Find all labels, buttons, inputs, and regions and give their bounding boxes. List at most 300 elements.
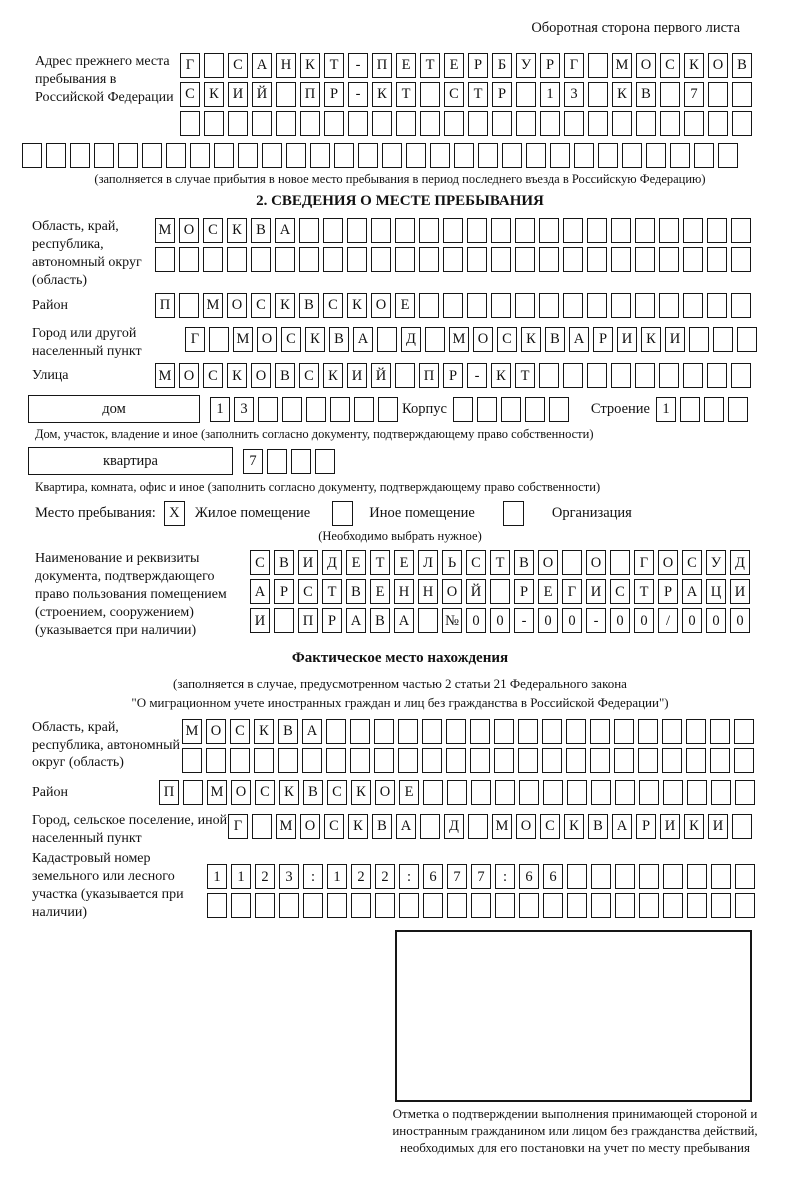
char-cell: И — [708, 814, 728, 839]
char-cell: : — [495, 864, 515, 889]
char-cell — [567, 780, 587, 805]
char-cell: К — [521, 327, 541, 352]
char-cell: Н — [394, 579, 414, 604]
char-cell — [491, 218, 511, 243]
char-cell: Е — [394, 550, 414, 575]
char-cell — [286, 143, 306, 168]
char-cell: С — [497, 327, 517, 352]
char-cell: Р — [274, 579, 294, 604]
char-cell: 0 — [466, 608, 486, 633]
char-cell: О — [538, 550, 558, 575]
char-cell — [525, 397, 545, 422]
char-cell — [614, 748, 634, 773]
char-cell — [443, 218, 463, 243]
char-cell — [447, 780, 467, 805]
char-cell — [354, 397, 374, 422]
char-cell — [563, 218, 583, 243]
char-cell — [663, 780, 683, 805]
char-cell — [660, 111, 680, 136]
char-cell: О — [636, 53, 656, 78]
char-cell: В — [275, 363, 295, 388]
char-cell — [540, 111, 560, 136]
char-cell: У — [516, 53, 536, 78]
kvartira-box: квартира — [28, 447, 233, 475]
char-cell — [118, 143, 138, 168]
char-cell — [659, 363, 679, 388]
char-cell: Г — [634, 550, 654, 575]
char-cell — [684, 111, 704, 136]
char-cell: В — [274, 550, 294, 575]
char-cell — [707, 363, 727, 388]
char-cell — [323, 247, 343, 272]
char-cell — [334, 143, 354, 168]
char-cell: А — [612, 814, 632, 839]
char-cell: Й — [252, 82, 272, 107]
char-cell: К — [491, 363, 511, 388]
char-cell: С — [203, 363, 223, 388]
char-cell: К — [227, 218, 247, 243]
char-cell — [302, 748, 322, 773]
char-cell — [203, 247, 223, 272]
char-cell — [659, 293, 679, 318]
char-cell: 7 — [243, 449, 263, 474]
char-cell — [267, 449, 287, 474]
char-cell: Р — [468, 53, 488, 78]
char-cell — [70, 143, 90, 168]
char-cell: И — [660, 814, 680, 839]
char-cell — [179, 247, 199, 272]
char-cell — [590, 748, 610, 773]
char-cell — [635, 363, 655, 388]
char-cell — [204, 111, 224, 136]
char-cell — [708, 111, 728, 136]
char-cell — [659, 247, 679, 272]
char-cell — [663, 893, 683, 918]
char-cell — [299, 218, 319, 243]
char-cell — [615, 864, 635, 889]
char-cell — [683, 218, 703, 243]
char-cell: К — [684, 53, 704, 78]
char-cell — [447, 893, 467, 918]
char-cell — [423, 780, 443, 805]
char-cell: 3 — [279, 864, 299, 889]
mesto-note: (Необходимо выбрать нужное) — [318, 529, 482, 544]
s2-gorod-label: Город или другой населенный пункт — [32, 325, 142, 359]
char-cell — [418, 608, 438, 633]
char-cell — [446, 719, 466, 744]
char-cell — [420, 814, 440, 839]
char-cell — [444, 111, 464, 136]
char-cell: Г — [564, 53, 584, 78]
document-block — [0, 550, 800, 640]
char-cell: К — [347, 293, 367, 318]
char-cell — [732, 814, 752, 839]
fact-subtitle-1: (заполняется в случае, предусмотренном частью 2 статьи 21 Федерального закона — [173, 675, 627, 691]
char-cell: Д — [444, 814, 464, 839]
char-cell — [396, 111, 416, 136]
char-cell — [683, 363, 703, 388]
char-cell: - — [514, 608, 534, 633]
char-cell — [539, 293, 559, 318]
char-cell: Т — [396, 82, 416, 107]
char-cell: К — [641, 327, 661, 352]
s2-oblast-row-2 — [155, 247, 755, 272]
char-cell: И — [665, 327, 685, 352]
char-cell — [207, 893, 227, 918]
char-cell — [683, 293, 703, 318]
char-cell — [478, 143, 498, 168]
char-cell — [639, 864, 659, 889]
char-cell — [326, 748, 346, 773]
char-cell: О — [179, 363, 199, 388]
char-cell: К — [348, 814, 368, 839]
char-cell: М — [276, 814, 296, 839]
char-cell: К — [275, 293, 295, 318]
char-cell: Н — [276, 53, 296, 78]
char-cell: Е — [538, 579, 558, 604]
korpus-cells — [453, 397, 573, 422]
char-cell: - — [467, 363, 487, 388]
dom-caption: Дом, участок, владение и иное (заполнить согласно документу, подтверждающему право собственности) — [35, 427, 594, 442]
char-cell — [274, 608, 294, 633]
char-cell — [471, 893, 491, 918]
char-cell: 0 — [706, 608, 726, 633]
char-cell — [231, 893, 251, 918]
document-row-2 — [250, 579, 754, 604]
prev-address-row-2 — [180, 82, 756, 107]
char-cell: С — [203, 218, 223, 243]
char-cell: О — [708, 53, 728, 78]
char-cell — [258, 397, 278, 422]
fact-kadastr-row-1 — [207, 864, 759, 889]
char-cell: В — [278, 719, 298, 744]
char-cell — [707, 218, 727, 243]
fact-oblast-block — [0, 719, 800, 777]
char-cell — [491, 247, 511, 272]
char-cell — [155, 247, 175, 272]
char-cell: П — [419, 363, 439, 388]
char-cell — [275, 247, 295, 272]
char-cell: 0 — [682, 608, 702, 633]
char-cell — [214, 143, 234, 168]
page-header-note: Оборотная сторона первого листа — [531, 20, 740, 36]
char-cell: С — [180, 82, 200, 107]
char-cell — [422, 719, 442, 744]
char-cell: С — [228, 53, 248, 78]
char-cell: О — [658, 550, 678, 575]
char-cell — [515, 218, 535, 243]
fact-oblast-label: Область, край, республика, автономный округ (область) — [32, 719, 181, 771]
char-cell: В — [732, 53, 752, 78]
dom-box: дом — [28, 395, 200, 423]
s2-ulitsa-row — [155, 363, 755, 388]
char-cell: 1 — [207, 864, 227, 889]
char-cell — [687, 864, 707, 889]
char-cell — [636, 111, 656, 136]
char-cell: Ц — [706, 579, 726, 604]
dom-cells — [210, 397, 402, 422]
char-cell — [423, 893, 443, 918]
char-cell — [735, 893, 755, 918]
char-cell — [453, 397, 473, 422]
char-cell: Р — [593, 327, 613, 352]
char-cell — [635, 247, 655, 272]
char-cell: О — [442, 579, 462, 604]
char-cell: Т — [322, 579, 342, 604]
char-cell: С — [540, 814, 560, 839]
document-row-3 — [250, 608, 754, 633]
char-cell — [204, 53, 224, 78]
s2-ulitsa-label: Улица — [32, 368, 69, 384]
char-cell — [310, 143, 330, 168]
document-row-1 — [250, 550, 754, 575]
char-cell — [543, 893, 563, 918]
char-cell: 1 — [540, 82, 560, 107]
char-cell: Е — [370, 579, 390, 604]
char-cell: А — [250, 579, 270, 604]
char-cell: Р — [324, 82, 344, 107]
char-cell: В — [346, 579, 366, 604]
char-cell — [683, 247, 703, 272]
char-cell — [326, 719, 346, 744]
char-cell — [662, 748, 682, 773]
char-cell: 1 — [327, 864, 347, 889]
char-cell — [735, 864, 755, 889]
char-cell — [374, 748, 394, 773]
char-cell — [713, 327, 733, 352]
char-cell — [254, 748, 274, 773]
char-cell — [425, 327, 445, 352]
prev-address-caption: (заполняется в случае прибытия в новое место пребывания в период последнего въезда в Российскую Федерацию) — [94, 172, 706, 186]
char-cell: И — [586, 579, 606, 604]
char-cell — [615, 893, 635, 918]
char-cell: Л — [418, 550, 438, 575]
char-cell — [252, 814, 272, 839]
char-cell — [704, 397, 724, 422]
char-cell — [395, 218, 415, 243]
char-cell: С — [299, 363, 319, 388]
char-cell — [230, 748, 250, 773]
char-cell: 0 — [538, 608, 558, 633]
char-cell: 1 — [231, 864, 251, 889]
char-cell — [502, 143, 522, 168]
char-cell — [278, 748, 298, 773]
char-cell: К — [305, 327, 325, 352]
char-cell: Р — [492, 82, 512, 107]
s2-oblast-label: Область, край, республика, автономный округ (область) — [32, 219, 142, 288]
char-cell — [395, 363, 415, 388]
char-cell — [183, 780, 203, 805]
dom-line — [28, 395, 800, 423]
char-cell — [566, 748, 586, 773]
char-cell: 6 — [423, 864, 443, 889]
char-cell: А — [346, 608, 366, 633]
char-cell — [539, 218, 559, 243]
char-cell — [708, 82, 728, 107]
char-cell — [419, 218, 439, 243]
char-cell: / — [658, 608, 678, 633]
char-cell — [732, 82, 752, 107]
char-cell: М — [612, 53, 632, 78]
char-cell — [662, 719, 682, 744]
char-cell — [574, 143, 594, 168]
char-cell — [467, 218, 487, 243]
fact-raion-label: Район — [32, 784, 68, 800]
char-cell — [315, 449, 335, 474]
char-cell: С — [281, 327, 301, 352]
char-cell — [686, 748, 706, 773]
char-cell — [371, 247, 391, 272]
prev-address-row-3 — [180, 111, 756, 136]
korpus-label: Корпус — [402, 400, 447, 417]
char-cell: С — [298, 579, 318, 604]
char-cell: А — [252, 53, 272, 78]
char-cell: Г — [185, 327, 205, 352]
char-cell: К — [279, 780, 299, 805]
char-cell — [732, 111, 752, 136]
char-cell — [731, 247, 751, 272]
char-cell: В — [299, 293, 319, 318]
char-cell — [610, 550, 630, 575]
char-cell — [711, 893, 731, 918]
prev-address-block — [0, 53, 800, 140]
char-cell — [468, 814, 488, 839]
char-cell — [378, 397, 398, 422]
char-cell: № — [442, 608, 462, 633]
kvartira-line — [28, 447, 800, 475]
char-cell: Р — [540, 53, 560, 78]
char-cell: К — [684, 814, 704, 839]
section2-title: 2. СВЕДЕНИЯ О МЕСТЕ ПРЕБЫВАНИЯ — [256, 193, 544, 209]
char-cell — [490, 579, 510, 604]
char-cell — [180, 111, 200, 136]
char-cell — [686, 719, 706, 744]
char-cell: 6 — [519, 864, 539, 889]
char-cell — [228, 111, 248, 136]
char-cell: О — [586, 550, 606, 575]
char-cell — [563, 293, 583, 318]
char-cell: Н — [418, 579, 438, 604]
char-cell — [710, 748, 730, 773]
char-cell — [598, 143, 618, 168]
char-cell: С — [682, 550, 702, 575]
char-cell — [515, 293, 535, 318]
char-cell — [494, 748, 514, 773]
char-cell: В — [588, 814, 608, 839]
char-cell: П — [155, 293, 175, 318]
char-cell — [543, 780, 563, 805]
char-cell: С — [327, 780, 347, 805]
char-cell — [251, 247, 271, 272]
char-cell — [430, 143, 450, 168]
char-cell — [635, 293, 655, 318]
char-cell: Т — [490, 550, 510, 575]
fact-oblast-row-1 — [182, 719, 758, 744]
char-cell — [635, 218, 655, 243]
checkbox-organizatsiya[interactable] — [503, 501, 524, 526]
char-cell: У — [706, 550, 726, 575]
char-cell — [519, 893, 539, 918]
char-cell — [446, 748, 466, 773]
char-cell — [707, 247, 727, 272]
char-cell: 2 — [375, 864, 395, 889]
checkbox-zhiloe[interactable]: X — [164, 501, 185, 526]
char-cell: Е — [346, 550, 366, 575]
fact-raion-row — [159, 780, 759, 805]
char-cell — [375, 893, 395, 918]
char-cell: Т — [324, 53, 344, 78]
fact-kadastr-row-2 — [207, 893, 759, 918]
char-cell — [372, 111, 392, 136]
char-cell — [660, 82, 680, 107]
fact-oblast-row-2 — [182, 748, 758, 773]
char-cell — [467, 293, 487, 318]
char-cell: 3 — [234, 397, 254, 422]
char-cell: Г — [228, 814, 248, 839]
checkbox-inoe[interactable] — [332, 501, 353, 526]
char-cell: О — [371, 293, 391, 318]
char-cell — [587, 247, 607, 272]
char-cell — [615, 780, 635, 805]
char-cell: 2 — [351, 864, 371, 889]
char-cell — [323, 218, 343, 243]
char-cell: И — [228, 82, 248, 107]
char-cell — [395, 247, 415, 272]
fact-subtitle-2: "О миграционном учете иностранных граждан и лиц без гражданства в Российской Федерации") — [131, 694, 669, 710]
char-cell: К — [254, 719, 274, 744]
char-cell — [711, 780, 731, 805]
char-cell: К — [372, 82, 392, 107]
char-cell: Т — [515, 363, 535, 388]
char-cell: 7 — [471, 864, 491, 889]
char-cell: М — [449, 327, 469, 352]
char-cell — [255, 893, 275, 918]
s2-gorod-row — [185, 327, 761, 352]
char-cell — [516, 82, 536, 107]
char-cell — [471, 780, 491, 805]
char-cell — [542, 719, 562, 744]
char-cell — [562, 550, 582, 575]
char-cell: М — [233, 327, 253, 352]
char-cell — [347, 247, 367, 272]
char-cell: 7 — [684, 82, 704, 107]
char-cell — [563, 247, 583, 272]
char-cell — [611, 363, 631, 388]
s2-oblast-block — [0, 218, 800, 290]
prev-address-row-1 — [180, 53, 756, 78]
char-cell: О — [473, 327, 493, 352]
char-cell — [406, 143, 426, 168]
char-cell: М — [155, 218, 175, 243]
char-cell: С — [250, 550, 270, 575]
char-cell: Т — [420, 53, 440, 78]
char-cell — [638, 748, 658, 773]
char-cell: К — [612, 82, 632, 107]
char-cell — [564, 111, 584, 136]
char-cell: Б — [492, 53, 512, 78]
char-cell: К — [204, 82, 224, 107]
char-cell — [711, 864, 731, 889]
char-cell: О — [300, 814, 320, 839]
char-cell — [377, 327, 397, 352]
char-cell — [735, 780, 755, 805]
s2-raion-row — [155, 293, 755, 318]
char-cell — [209, 327, 229, 352]
char-cell: И — [617, 327, 637, 352]
char-cell: И — [347, 363, 367, 388]
char-cell — [588, 53, 608, 78]
option-zhiloe-label: Жилое помещение — [194, 505, 311, 522]
